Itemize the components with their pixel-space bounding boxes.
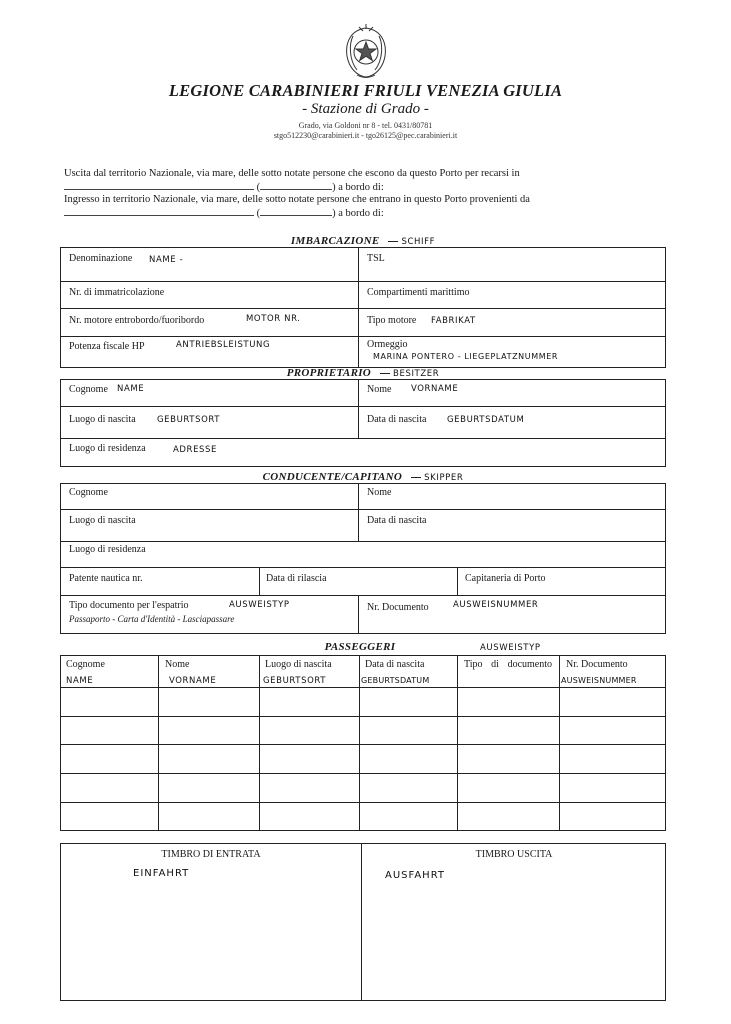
ormeggio-hw: MARINA PONTERO - LIEGEPLATZNUMMER bbox=[373, 352, 559, 361]
tipo-documento-label: Tipo documento per l'espatrio bbox=[69, 600, 189, 611]
nr-documento-hw: AUSWEISNUMMER bbox=[453, 600, 539, 610]
nome-label: Nome bbox=[367, 384, 392, 395]
row1-nr-documento-hw: AUSWEISNUMMER bbox=[561, 676, 637, 685]
col-header-nome: Nome bbox=[165, 659, 190, 670]
data-nascita-label: Data di nascita bbox=[367, 515, 427, 526]
col-header-data-nascita: Data di nascita bbox=[365, 659, 425, 670]
data-nascita-hw: GEBURTSDATUM bbox=[447, 415, 525, 425]
luogo-nascita-hw: GEBURTSORT bbox=[157, 415, 221, 425]
capitaneria-label: Capitaneria di Porto bbox=[465, 573, 546, 584]
station-emails: stgo512230@carabinieri.it - tgo26125@pec.carabinieri.it bbox=[273, 131, 458, 140]
ormeggio-label: Ormeggio bbox=[367, 339, 408, 350]
tsl-label: TSL bbox=[367, 253, 385, 264]
luogo-nascita-label: Luogo di nascita bbox=[69, 414, 136, 425]
exit-line-2: ( ) a bordo di: bbox=[64, 180, 667, 193]
immatricolazione-label: Nr. di immatricolazione bbox=[69, 287, 165, 298]
col-header-luogo-nascita: Luogo di nascita bbox=[265, 659, 332, 670]
potenza-label: Potenza fiscale HP bbox=[69, 341, 145, 352]
cognome-label: Cognome bbox=[69, 384, 108, 395]
data-rilascio-label: Data di rilascia bbox=[266, 573, 327, 584]
cognome-label: Cognome bbox=[69, 487, 108, 498]
page-title: LEGIONE CARABINIERI FRIULI VENEZIA GIULIA bbox=[168, 81, 563, 100]
row1-cognome-hw: NAME bbox=[66, 676, 94, 686]
tipo-motore-label: Tipo motore bbox=[367, 315, 417, 326]
section-conducente-title: CONDUCENTE/CAPITANO SKIPPER bbox=[262, 471, 464, 483]
section-passeggeri-title: PASSEGGERI bbox=[324, 641, 396, 653]
row1-nome-hw: VORNAME bbox=[169, 676, 217, 686]
entry-country-blank bbox=[260, 206, 332, 216]
potenza-hw: ANTRIEBSLEISTUNG bbox=[176, 340, 271, 350]
row1-luogo-nascita-hw: GEBURTSORT bbox=[263, 676, 327, 686]
col-header-cognome: Cognome bbox=[66, 659, 105, 670]
tipo-documento-options: Passaporto - Carta d'Identità - Lasciapassare bbox=[69, 614, 235, 624]
residenza-label: Luogo di residenza bbox=[69, 443, 146, 454]
motore-label: Nr. motore entrobordo/fuoribordo bbox=[69, 315, 205, 326]
proprietario-table bbox=[60, 379, 666, 467]
residenza-hw: ADRESSE bbox=[173, 445, 217, 455]
entry-line-2: ( ) a bordo di: bbox=[64, 206, 667, 219]
nr-documento-label: Nr. Documento bbox=[367, 602, 429, 613]
row1-data-nascita-hw: GEBURTSDATUM bbox=[361, 676, 430, 685]
nome-label: Nome bbox=[367, 487, 392, 498]
exit-destination-blank bbox=[64, 180, 254, 190]
page-subtitle: - Stazione di Grado - bbox=[302, 101, 429, 117]
entry-line: Ingresso in territorio Nazionale, via mare, delle sotto notate persone che entrano in questo Porto provenienti da bbox=[64, 194, 530, 205]
data-nascita-label: Data di nascita bbox=[367, 414, 427, 425]
exit-country-blank bbox=[260, 180, 332, 190]
tipo-documento-hw: AUSWEISTYP bbox=[229, 600, 290, 610]
denominazione-hw: NAME - bbox=[149, 255, 184, 265]
timbro-entrata-hw: EINFAHRT bbox=[133, 868, 190, 879]
conducente-table bbox=[60, 483, 666, 634]
emblem-icon bbox=[339, 22, 393, 80]
passeggeri-table bbox=[60, 655, 666, 831]
col-header-tipo-documento: Tipo di documento bbox=[464, 659, 552, 670]
handwritten-note: SKIPPER bbox=[424, 473, 464, 483]
cognome-hw: NAME bbox=[117, 384, 145, 394]
residenza-label: Luogo di residenza bbox=[69, 544, 146, 555]
intro-text bbox=[64, 167, 667, 219]
station-address: Grado, via Goldoni nr 8 - tel. 0431/80781 bbox=[298, 121, 433, 130]
section-proprietario-title: PROPRIETARIO BESITZER bbox=[286, 367, 440, 379]
luogo-nascita-label: Luogo di nascita bbox=[69, 515, 136, 526]
passeggeri-note-hw: AUSWEISTYP bbox=[480, 643, 541, 653]
timbri-box bbox=[60, 843, 666, 1001]
nome-hw: VORNAME bbox=[411, 384, 459, 394]
entry-origin-blank bbox=[64, 206, 254, 216]
compartimenti-label: Compartimenti marittimo bbox=[367, 287, 470, 298]
handwritten-note: BESITZER bbox=[393, 369, 440, 379]
patente-label: Patente nautica nr. bbox=[69, 573, 143, 584]
timbro-entrata-label: TIMBRO DI ENTRATA bbox=[161, 849, 261, 860]
col-header-nr-documento: Nr. Documento bbox=[566, 659, 628, 670]
denominazione-label: Denominazione bbox=[69, 253, 133, 264]
timbro-uscita-hw: AUSFAHRT bbox=[385, 870, 446, 881]
exit-line: Uscita dal territorio Nazionale, via mare, delle sotto notate persone che escono da questo Porto per recarsi in bbox=[64, 168, 520, 179]
section-imbarcazione-title: IMBARCAZIONE SCHIFF bbox=[290, 235, 436, 247]
timbro-uscita-label: TIMBRO USCITA bbox=[475, 849, 553, 860]
imbarcazione-table bbox=[60, 247, 666, 368]
handwritten-note: SCHIFF bbox=[401, 237, 436, 247]
motore-hw: MOTOR NR. bbox=[246, 314, 301, 324]
tipo-motore-hw: FABRIKAT bbox=[431, 316, 476, 326]
